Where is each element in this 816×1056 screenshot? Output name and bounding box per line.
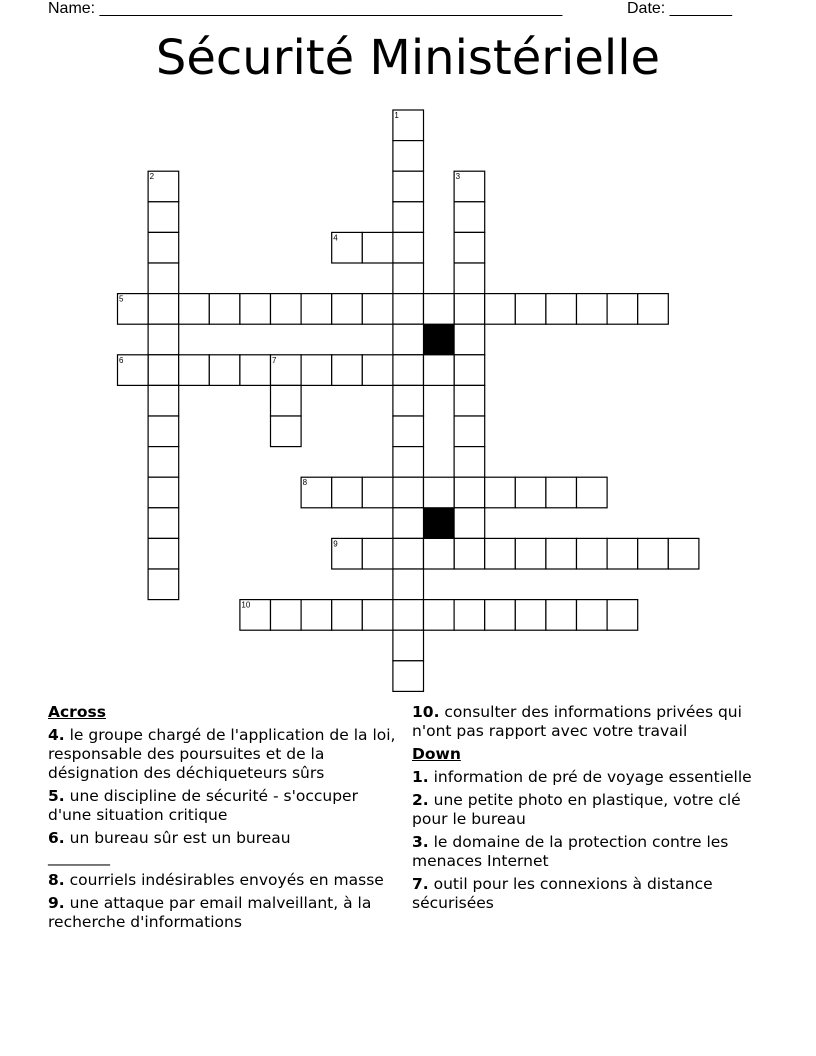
grid-cell[interactable] xyxy=(577,477,608,508)
grid-cell[interactable] xyxy=(607,294,638,325)
black-square xyxy=(424,508,455,539)
page-title: Sécurité Ministérielle xyxy=(155,30,661,86)
grid-cell[interactable] xyxy=(393,355,424,386)
grid-cell[interactable] xyxy=(362,477,393,508)
name-field-label: Name: ____________________________________________________ xyxy=(48,0,563,17)
answer-blank: ________ xyxy=(48,848,110,866)
grid-cell[interactable] xyxy=(454,447,485,478)
grid-cell[interactable] xyxy=(332,294,363,325)
across-clue-5 xyxy=(48,787,396,825)
grid-cell[interactable] xyxy=(148,416,179,447)
clue-number: 7. xyxy=(412,875,429,893)
grid-cell[interactable] xyxy=(271,416,302,447)
clue-text: information de pré de voyage essentielle xyxy=(433,768,752,786)
clue-text: un bureau sûr est un bureau xyxy=(69,829,291,847)
grid-cell[interactable] xyxy=(393,202,424,233)
grid-cell[interactable] xyxy=(515,294,546,325)
grid-cell[interactable] xyxy=(148,538,179,569)
cell-number: 10 xyxy=(241,600,251,610)
grid-cell[interactable] xyxy=(148,508,179,539)
grid-cell[interactable] xyxy=(424,538,455,569)
down-heading: Down xyxy=(412,745,461,763)
grid-cell[interactable] xyxy=(332,355,363,386)
grid-cell[interactable] xyxy=(332,600,363,631)
clue-number: 3. xyxy=(412,833,429,851)
cell-number: 1 xyxy=(394,111,399,120)
clue-text: outil pour les connexions à distance sécurisées xyxy=(412,875,713,912)
grid-cell[interactable] xyxy=(393,263,424,294)
grid-cell[interactable] xyxy=(424,294,455,325)
clue-number: 1. xyxy=(412,768,429,786)
grid-cell[interactable] xyxy=(424,355,455,386)
grid-cell[interactable] xyxy=(393,232,424,263)
grid-cell[interactable] xyxy=(577,600,608,631)
grid-cell[interactable] xyxy=(485,477,516,508)
cell-number: 7 xyxy=(272,355,277,365)
clue-text: courriels indésirables envoyés en masse xyxy=(69,871,384,889)
clue-text: le groupe chargé de l'application de la loi, responsable des poursuites et de la désignation des déchiqueteurs sûrs xyxy=(48,726,396,782)
grid-cell[interactable] xyxy=(638,294,669,325)
clue-text: le domaine de la protection contre les menaces Internet xyxy=(412,833,729,870)
grid-cell[interactable] xyxy=(393,538,424,569)
grid-cell[interactable] xyxy=(546,477,577,508)
cell-number: 2 xyxy=(149,172,155,182)
grid-cell[interactable] xyxy=(393,600,424,631)
cell-number: 9 xyxy=(333,539,338,549)
clue-text: consulter des informations privées qui n'ont pas rapport avec votre travail xyxy=(412,703,742,740)
grid-cell[interactable] xyxy=(515,600,546,631)
grid-cell[interactable] xyxy=(424,600,455,631)
grid-cell[interactable] xyxy=(607,600,638,631)
grid-cell[interactable] xyxy=(485,600,516,631)
down-clue-7 xyxy=(412,875,762,913)
down-clue-2 xyxy=(412,791,762,829)
grid-cell[interactable] xyxy=(515,538,546,569)
grid-cell[interactable] xyxy=(424,477,455,508)
grid-cell[interactable] xyxy=(148,447,179,478)
grid-cell[interactable] xyxy=(209,355,240,386)
grid-cell[interactable] xyxy=(454,263,485,294)
grid-cell[interactable] xyxy=(454,538,485,569)
grid-cell[interactable] xyxy=(393,447,424,478)
grid-cell[interactable] xyxy=(148,385,179,416)
clue-number: 6. xyxy=(48,829,65,847)
grid-cell[interactable] xyxy=(393,569,424,600)
cell-number: 4 xyxy=(333,233,338,243)
across-column xyxy=(48,703,396,936)
grid-cell[interactable] xyxy=(393,416,424,447)
grid-cell[interactable] xyxy=(148,294,179,325)
grid-cell[interactable] xyxy=(607,538,638,569)
grid-cell[interactable] xyxy=(454,232,485,263)
grid-cell[interactable] xyxy=(362,355,393,386)
grid-cell[interactable] xyxy=(454,416,485,447)
grid-cell[interactable] xyxy=(271,385,302,416)
grid-cell[interactable] xyxy=(577,538,608,569)
clue-number: 10. xyxy=(412,703,440,721)
grid-cell[interactable] xyxy=(485,294,516,325)
grid-cell[interactable] xyxy=(393,385,424,416)
grid-cell[interactable] xyxy=(148,355,179,386)
grid-cell[interactable] xyxy=(301,600,332,631)
black-square xyxy=(424,324,455,355)
grid-cell[interactable] xyxy=(515,477,546,508)
clue-number: 9. xyxy=(48,894,65,912)
clue-number: 5. xyxy=(48,787,65,805)
grid-cell[interactable] xyxy=(638,538,669,569)
grid-cell[interactable] xyxy=(148,569,179,600)
across-clue-8 xyxy=(48,871,396,890)
grid-cell[interactable] xyxy=(454,385,485,416)
grid-cell[interactable] xyxy=(148,202,179,233)
grid-cell[interactable] xyxy=(393,508,424,539)
cell-number: 6 xyxy=(119,355,124,365)
grid-cell[interactable] xyxy=(240,355,271,386)
grid-cell[interactable] xyxy=(454,355,485,386)
clue-number: 8. xyxy=(48,871,65,889)
date-field-label: Date: _______ xyxy=(627,0,732,17)
grid-cell[interactable] xyxy=(454,202,485,233)
grid-cell[interactable] xyxy=(454,294,485,325)
grid-cell[interactable] xyxy=(179,294,210,325)
grid-cell[interactable] xyxy=(393,141,424,172)
grid-cell[interactable] xyxy=(362,538,393,569)
down-column xyxy=(412,703,762,917)
cell-number: 3 xyxy=(455,172,461,182)
grid-cell[interactable] xyxy=(301,355,332,386)
grid-cell[interactable] xyxy=(454,508,485,539)
grid-cell[interactable] xyxy=(362,294,393,325)
grid-cell[interactable] xyxy=(577,294,608,325)
grid-cell[interactable] xyxy=(148,263,179,294)
clue-text: une attaque par email malveillant, à la recherche d'informations xyxy=(48,894,372,931)
across-clue-10 xyxy=(412,703,762,741)
grid-cell[interactable] xyxy=(454,324,485,355)
grid-cell[interactable] xyxy=(393,630,424,661)
across-clue-4 xyxy=(48,726,396,783)
grid-cell[interactable] xyxy=(393,661,424,692)
grid-cell[interactable] xyxy=(148,324,179,355)
grid-cell[interactable] xyxy=(393,477,424,508)
grid-cell[interactable] xyxy=(271,294,302,325)
grid-cell[interactable] xyxy=(393,171,424,202)
down-clue-1 xyxy=(412,768,762,787)
cell-number: 8 xyxy=(302,478,308,488)
clue-number: 2. xyxy=(412,791,429,809)
clue-text: une petite photo en plastique, votre clé pour le bureau xyxy=(412,791,741,828)
grid-cell[interactable] xyxy=(546,600,577,631)
grid-cell[interactable] xyxy=(301,294,332,325)
down-clue-3 xyxy=(412,833,762,871)
grid-cell[interactable] xyxy=(209,294,240,325)
grid-cell[interactable] xyxy=(546,538,577,569)
grid-cell[interactable] xyxy=(362,600,393,631)
grid-cell[interactable] xyxy=(546,294,577,325)
grid-cell[interactable] xyxy=(393,324,424,355)
grid-cell[interactable] xyxy=(454,477,485,508)
grid-cell[interactable] xyxy=(393,294,424,325)
grid-cell[interactable] xyxy=(668,538,699,569)
grid-cell[interactable] xyxy=(271,600,302,631)
grid-cell[interactable] xyxy=(148,232,179,263)
clue-text: une discipline de sécurité - s'occuper d'une situation critique xyxy=(48,787,358,824)
grid-cell[interactable] xyxy=(179,355,210,386)
clue-number: 4. xyxy=(48,726,65,744)
cell-number: 5 xyxy=(119,294,124,304)
grid-cell[interactable] xyxy=(454,600,485,631)
grid-cell[interactable] xyxy=(240,294,271,325)
grid-cell[interactable] xyxy=(362,232,393,263)
across-clue-6 xyxy=(48,829,396,867)
grid-cell[interactable] xyxy=(148,477,179,508)
grid-cell[interactable] xyxy=(332,477,363,508)
across-clue-9 xyxy=(48,894,396,932)
grid-cell[interactable] xyxy=(485,538,516,569)
across-heading: Across xyxy=(48,703,106,721)
